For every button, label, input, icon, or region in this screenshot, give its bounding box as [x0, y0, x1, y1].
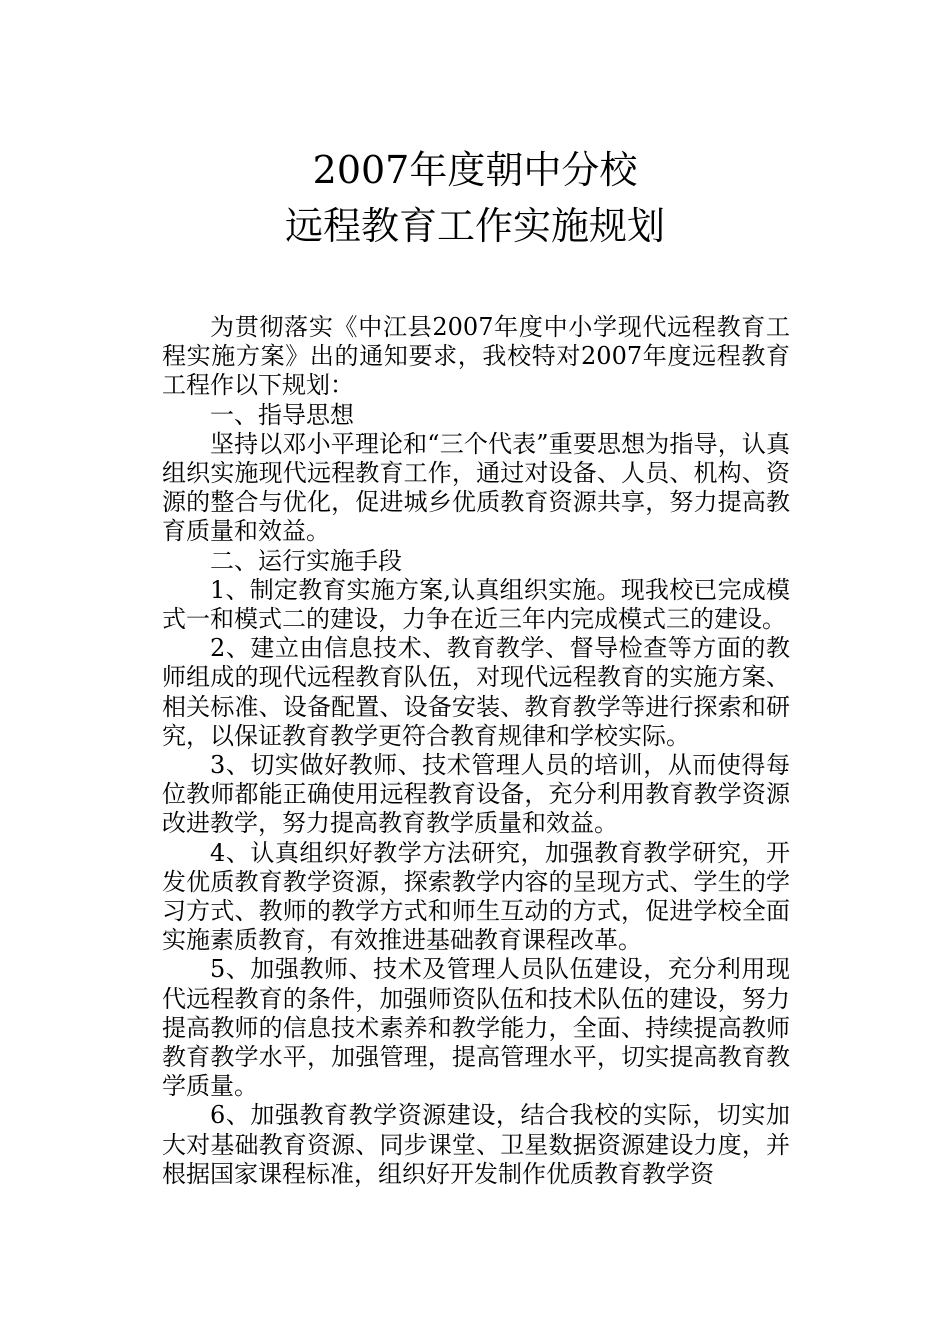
- item-4-paragraph: 4、认真组织好教学方法研究，加强教育教学研究，开发优质教育教学资源，探索教学内容的呈现方式、学生的学习方式、教师的教学方式和师生互动的方式，促进学校全面实施素质教育，有效推进基础教育课程改革。: [162, 838, 790, 955]
- item-2-paragraph: 2、建立由信息技术、教育教学、督导检查等方面的教师组成的现代远程教育队伍，对现代远程教育的实施方案、相关标准、设备配置、设备安装、教育教学等进行探索和研究，以保证教育教学更符合教育规律和学校实际。: [162, 634, 790, 750]
- item-3-paragraph: 3、切实做好教师、技术管理人员的培训，从而使得每位教师都能正确使用远程教育设备，充分利用教育教学资源改进教学，努力提高教育教学质量和效益。: [162, 751, 790, 838]
- item-5-paragraph: 5、加强教师、技术及管理人员队伍建设，充分利用现代远程教育的条件，加强师资队伍和技术队伍的建设，努力提高教师的信息技术素养和教学能力，全面、持续提高教师教育教学水平，加强管理，提高管理水平，切实提高教育教学质量。: [162, 955, 790, 1101]
- section-heading-implementation-means: 二、运行实施手段: [210, 546, 402, 575]
- title-line-1: 2007年度朝中分校: [312, 148, 638, 192]
- guiding-ideology-paragraph: 坚持以邓小平理论和“三个代表”重要思想为指导，认真组织实施现代远程教育工作，通过对设备、人员、机构、资源的整合与优化，促进城乡优质教育资源共享，努力提高教育质量和效益。: [162, 429, 790, 546]
- intro-paragraph: 为贯彻落实《中江县2007年度中小学现代远程教育工程实施方案》出的通知要求，我校特对2007年度远程教育工程作以下规划：: [162, 313, 790, 400]
- document-title: [0, 142, 950, 254]
- title-line-2: 远程教育工作实施规划: [284, 204, 665, 248]
- document-body: [162, 313, 790, 1189]
- section-heading-guiding-ideology: 一、指导思想: [210, 400, 354, 429]
- item-6-paragraph: 6、加强教育教学资源建设，结合我校的实际，切实加大对基础教育资源、同步课堂、卫星数据资源建设力度，并根据国家课程标准，组织好开发制作优质教育教学资: [162, 1101, 790, 1188]
- item-1-paragraph: 1、制定教育实施方案,认真组织实施。现我校已完成模式一和模式二的建设，力争在近三年内完成模式三的建设。: [162, 575, 790, 634]
